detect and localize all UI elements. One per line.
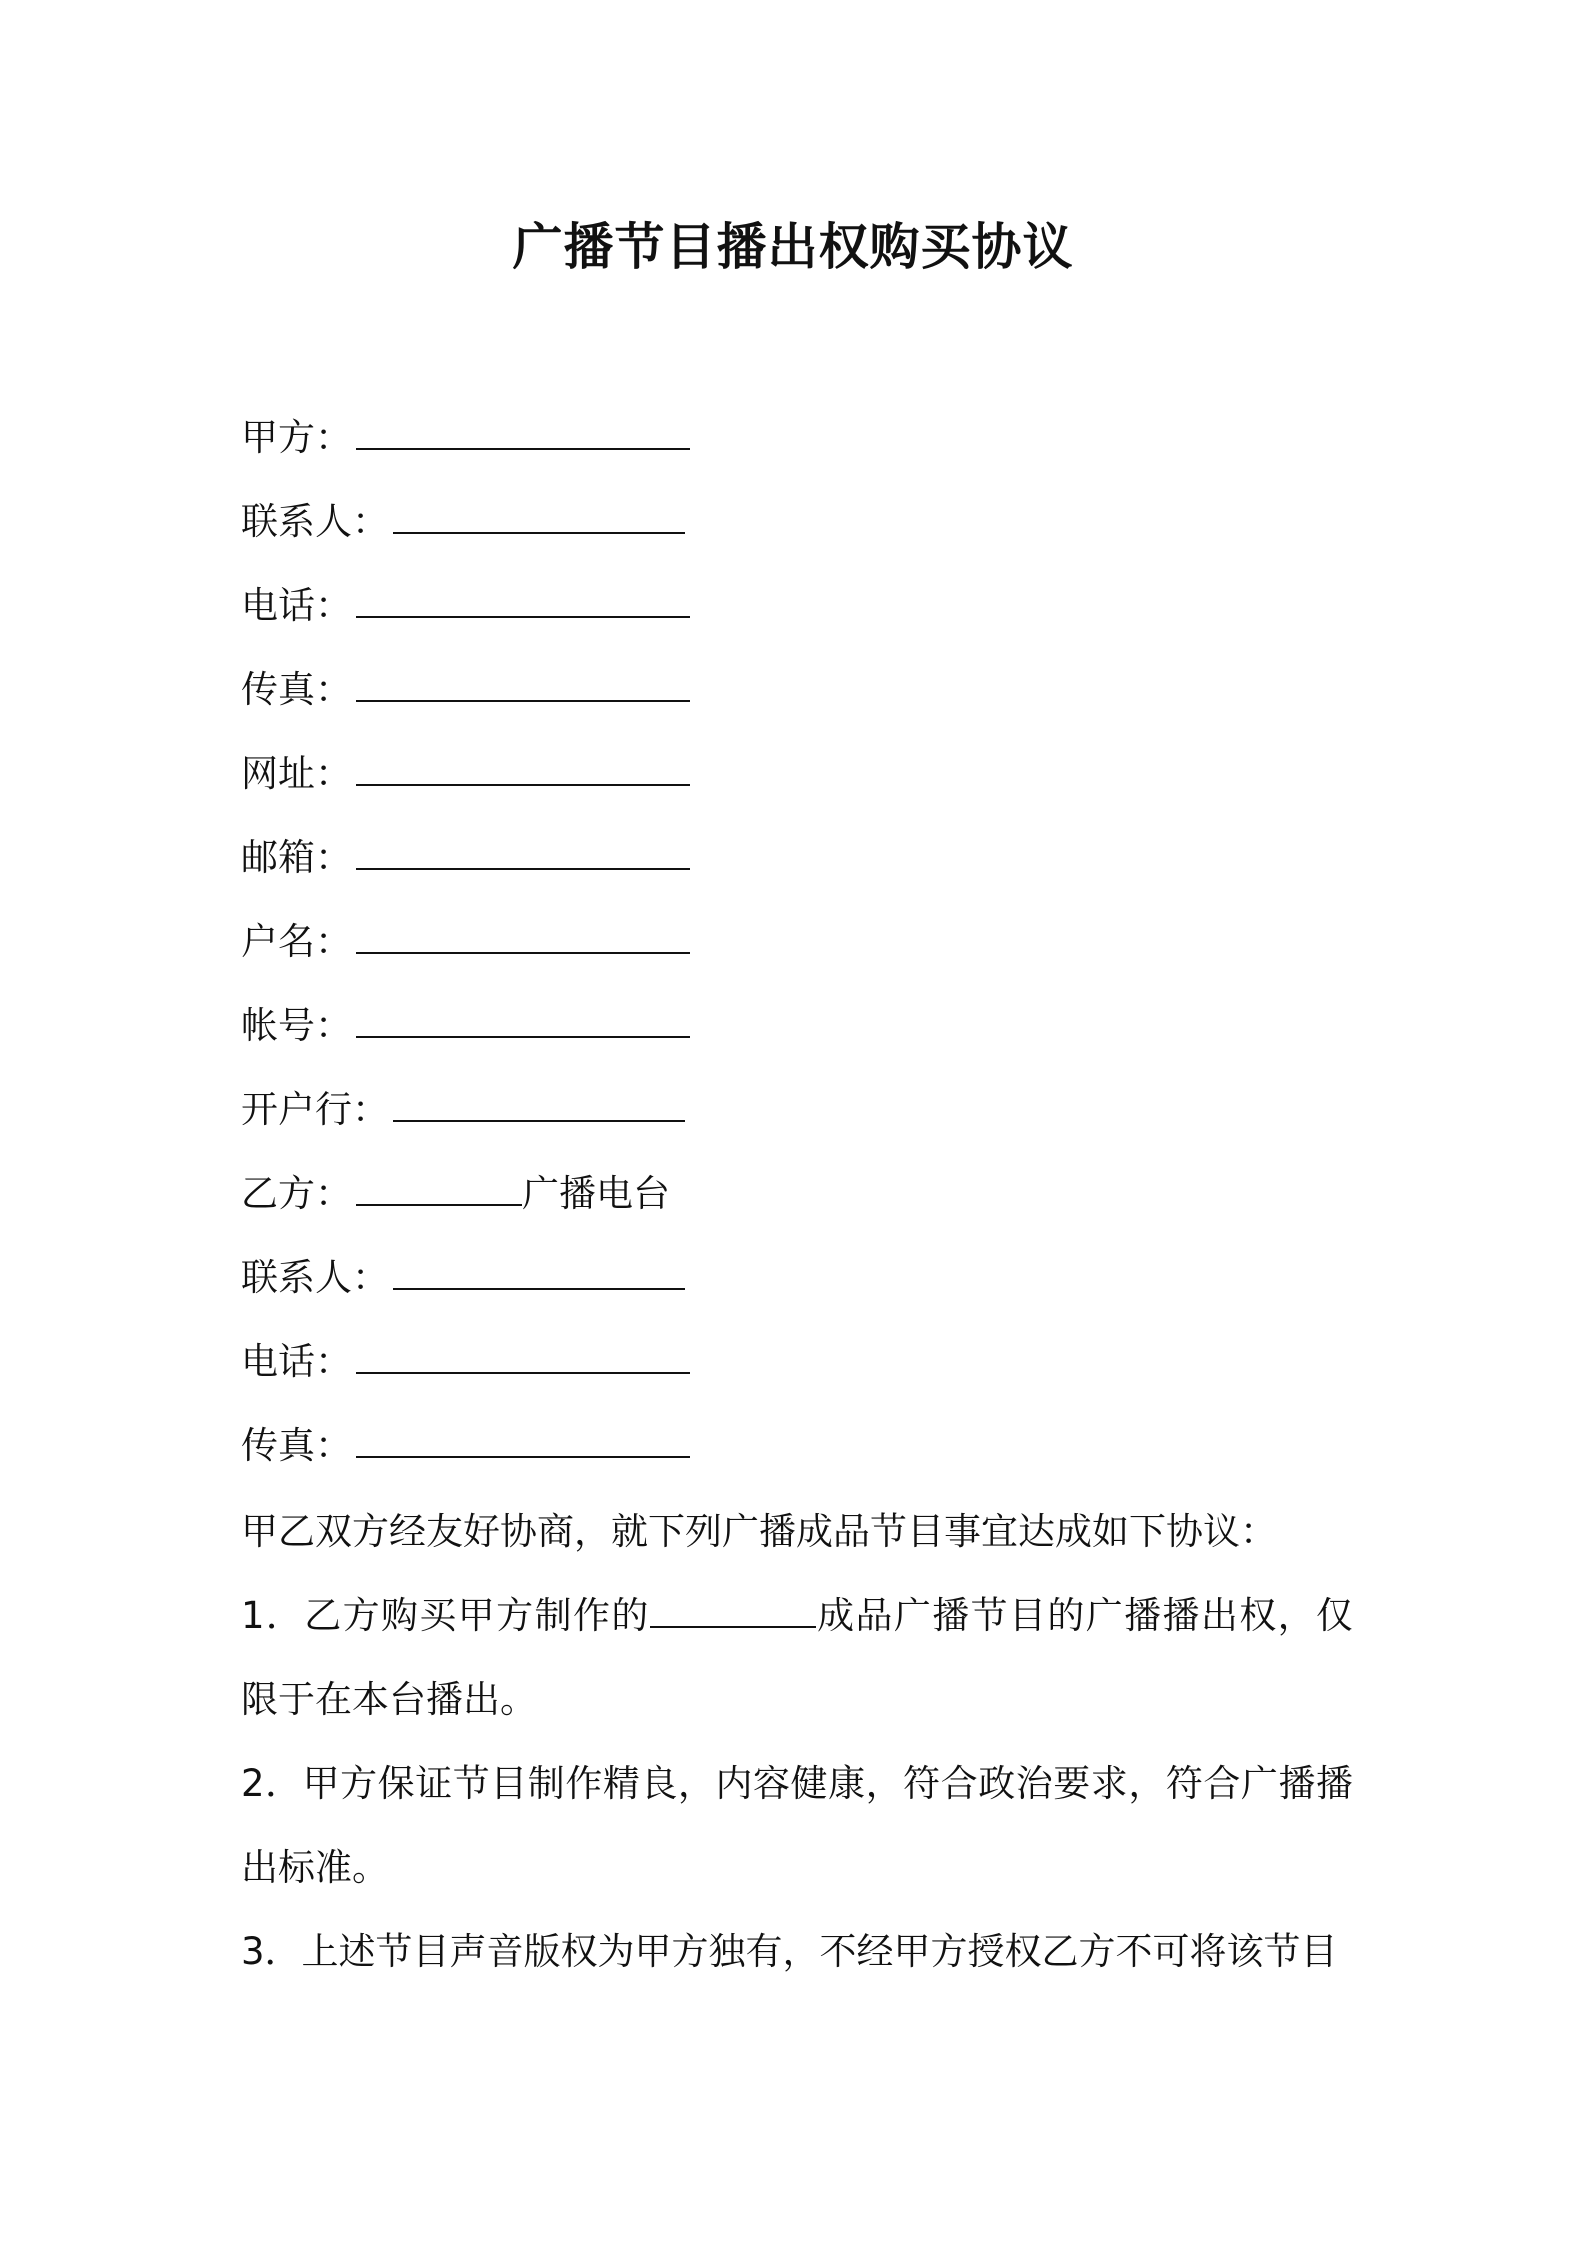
clause-2: 2．甲方保证节目制作精良，内容健康，符合政治要求，符合广播播出标准。 xyxy=(241,1762,1353,1889)
field-label: 帐号： xyxy=(241,1004,352,1047)
party-a-account-number-field xyxy=(241,992,1381,1076)
party-b-name-field xyxy=(241,1160,1381,1244)
field-label: 甲方： xyxy=(241,416,352,459)
field-label: 传真： xyxy=(241,668,352,711)
fill-in-blank xyxy=(356,824,690,870)
field-label: 户名： xyxy=(241,920,352,963)
field-label: 电话： xyxy=(241,584,352,627)
field-label: 开户行： xyxy=(241,1088,389,1131)
fill-in-blank xyxy=(356,572,690,618)
document-title: 广播节目播出权购买协议 xyxy=(512,218,1074,276)
field-label: 联系人： xyxy=(241,1256,389,1299)
field-label: 邮箱： xyxy=(241,836,352,879)
party-b-phone-field xyxy=(241,1328,1381,1412)
field-label: 网址： xyxy=(241,752,352,795)
fill-in-blank xyxy=(356,1328,690,1374)
fill-in-blank xyxy=(356,908,690,954)
party-b-suffix: 广播电台 xyxy=(522,1172,670,1215)
party-a-website-field xyxy=(241,740,1381,824)
party-a-contact-field xyxy=(241,488,1381,572)
fill-in-blank xyxy=(393,1076,685,1122)
fill-in-blank xyxy=(393,1244,685,1290)
party-a-account-name-field xyxy=(241,908,1381,992)
fill-in-blank xyxy=(356,404,690,450)
party-a-name-field xyxy=(241,404,1381,488)
field-label: 传真： xyxy=(241,1424,352,1467)
party-fields xyxy=(241,404,1381,1496)
fill-in-blank xyxy=(356,992,690,1038)
clause-1 xyxy=(241,1574,1353,1742)
fill-in-blank xyxy=(356,1412,690,1458)
party-a-phone-field xyxy=(241,572,1381,656)
field-label: 联系人： xyxy=(241,500,389,543)
fill-in-blank xyxy=(356,740,690,786)
agreement-body xyxy=(241,1490,1353,1994)
party-a-email-field xyxy=(241,824,1381,908)
party-b-fax-field xyxy=(241,1412,1381,1496)
party-b-contact-field xyxy=(241,1244,1381,1328)
field-label: 乙方： xyxy=(241,1172,352,1215)
clause-3: 3．上述节目声音版权为甲方独有，不经甲方授权乙方不可将该节目 xyxy=(241,1930,1338,1973)
clause-1-text-before: 1．乙方购买甲方制作的 xyxy=(241,1594,650,1637)
field-label: 电话： xyxy=(241,1340,352,1383)
fill-in-blank xyxy=(356,1160,522,1206)
party-a-bank-field xyxy=(241,1076,1381,1160)
fill-in-blank xyxy=(393,488,685,534)
fill-in-blank xyxy=(356,656,690,702)
party-a-fax-field xyxy=(241,656,1381,740)
fill-in-blank xyxy=(650,1582,816,1628)
clause-1-text-after: 成品广播节目的广播播出权，仅限于在本台播出。 xyxy=(241,1594,1353,1721)
intro-paragraph: 甲乙双方经友好协商，就下列广播成品节目事宜达成如下协议： xyxy=(241,1510,1277,1553)
